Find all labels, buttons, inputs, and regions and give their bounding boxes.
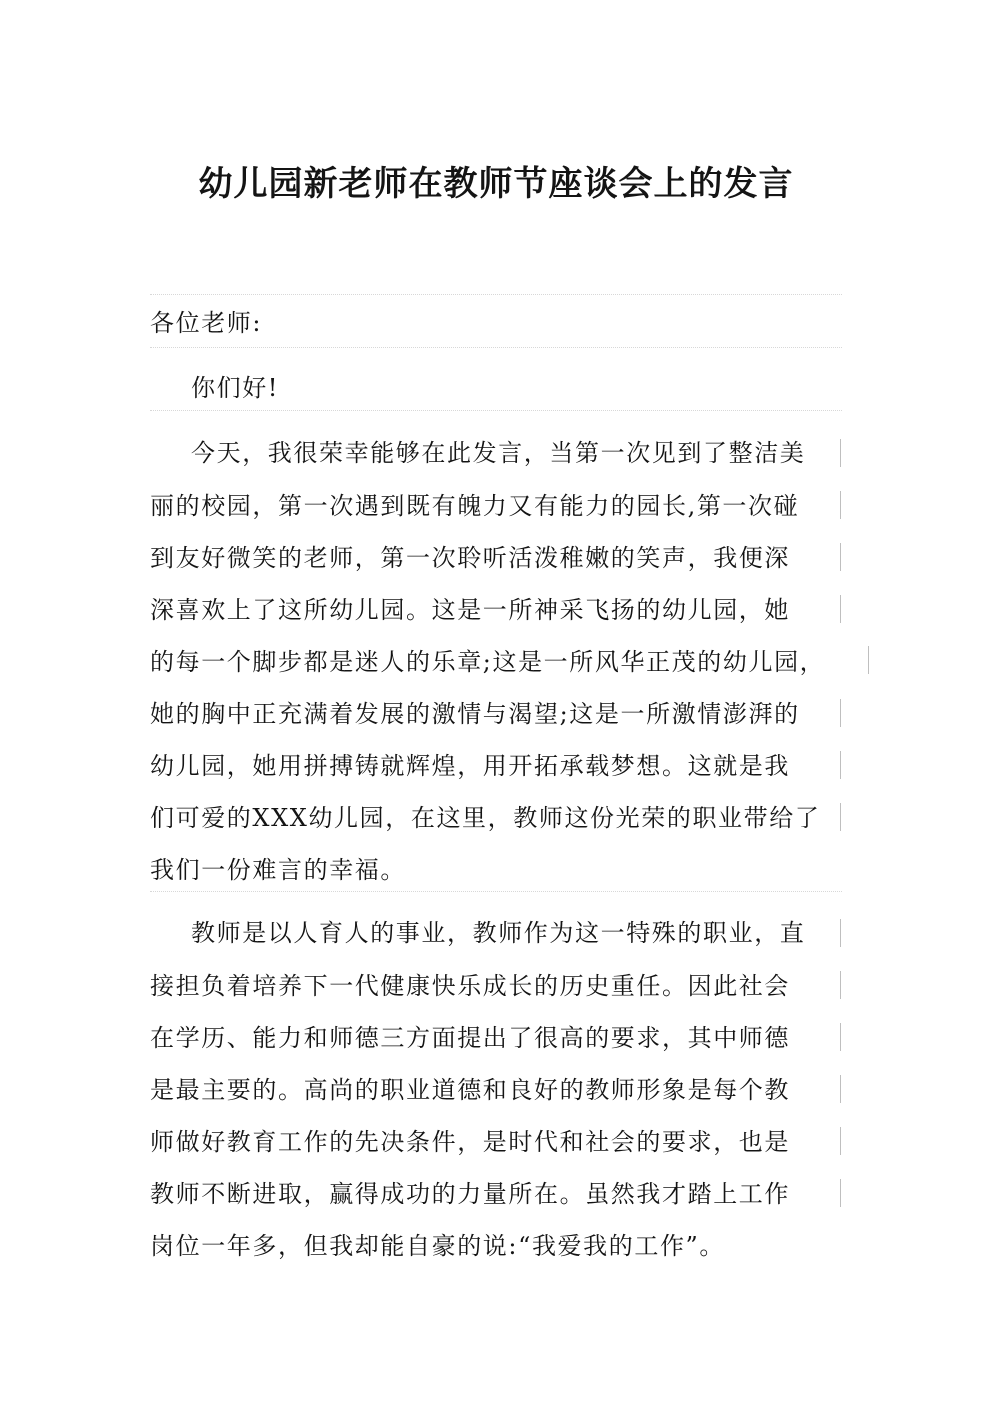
margin-mark xyxy=(840,595,841,623)
paragraph1-line: 们可爱的XXX幼儿园，在这里，教师这份光荣的职业带给了 xyxy=(150,804,821,832)
paragraph-divider xyxy=(150,410,842,411)
margin-mark xyxy=(840,1075,841,1103)
paragraph1-line: 幼儿园，她用拼搏铸就辉煌，用开拓承载梦想。这就是我 xyxy=(150,752,790,780)
paragraph-divider xyxy=(150,294,842,295)
margin-mark xyxy=(840,491,841,519)
paragraph2-line: 是最主要的。高尚的职业道德和良好的教师形象是每个教 xyxy=(150,1076,790,1104)
paragraph-divider xyxy=(150,891,842,892)
greeting-line: 你们好! xyxy=(191,374,280,402)
paragraph1-line: 到友好微笑的老师，第一次聆听活泼稚嫩的笑声，我便深 xyxy=(150,544,790,572)
document-title: 幼儿园新老师在教师节座谈会上的发言 xyxy=(198,164,794,204)
paragraph2-line: 教师是以人育人的事业，教师作为这一特殊的职业，直 xyxy=(191,919,806,947)
margin-mark xyxy=(840,699,841,727)
paragraph1-line: 她的胸中正充满着发展的激情与渴望;这是一所激情澎湃的 xyxy=(150,700,800,728)
margin-mark xyxy=(840,1023,841,1051)
margin-mark xyxy=(868,646,869,674)
margin-mark xyxy=(840,751,841,779)
paragraph2-line: 教师不断进取，赢得成功的力量所在。虽然我才踏上工作 xyxy=(150,1180,790,1208)
margin-mark xyxy=(840,919,841,947)
margin-mark xyxy=(840,543,841,571)
paragraph1-line: 我们一份难言的幸福。 xyxy=(150,856,406,884)
margin-mark xyxy=(840,1179,841,1207)
salutation-line: 各位老师: xyxy=(150,309,263,337)
margin-mark xyxy=(840,439,841,467)
paragraph1-line: 深喜欢上了这所幼儿园。这是一所神采飞扬的幼儿园，她 xyxy=(150,596,790,624)
paragraph2-line: 在学历、能力和师德三方面提出了很高的要求，其中师德 xyxy=(150,1024,790,1052)
paragraph2-line: 师做好教育工作的先决条件，是时代和社会的要求，也是 xyxy=(150,1128,790,1156)
paragraph-divider xyxy=(150,347,842,348)
paragraph2-line: 接担负着培养下一代健康快乐成长的历史重任。因此社会 xyxy=(150,972,790,1000)
paragraph1-line: 今天，我很荣幸能够在此发言，当第一次见到了整洁美 xyxy=(191,439,806,467)
paragraph2-line: 岗位一年多，但我却能自豪的说:“我爱我的工作”。 xyxy=(150,1232,726,1260)
paragraph1-line: 的每一个脚步都是迷人的乐章;这是一所风华正茂的幼儿园， xyxy=(150,648,826,676)
margin-mark xyxy=(840,971,841,999)
margin-mark xyxy=(840,803,841,831)
margin-mark xyxy=(840,1127,841,1155)
paragraph1-line: 丽的校园，第一次遇到既有魄力又有能力的园长,第一次碰 xyxy=(150,492,800,520)
